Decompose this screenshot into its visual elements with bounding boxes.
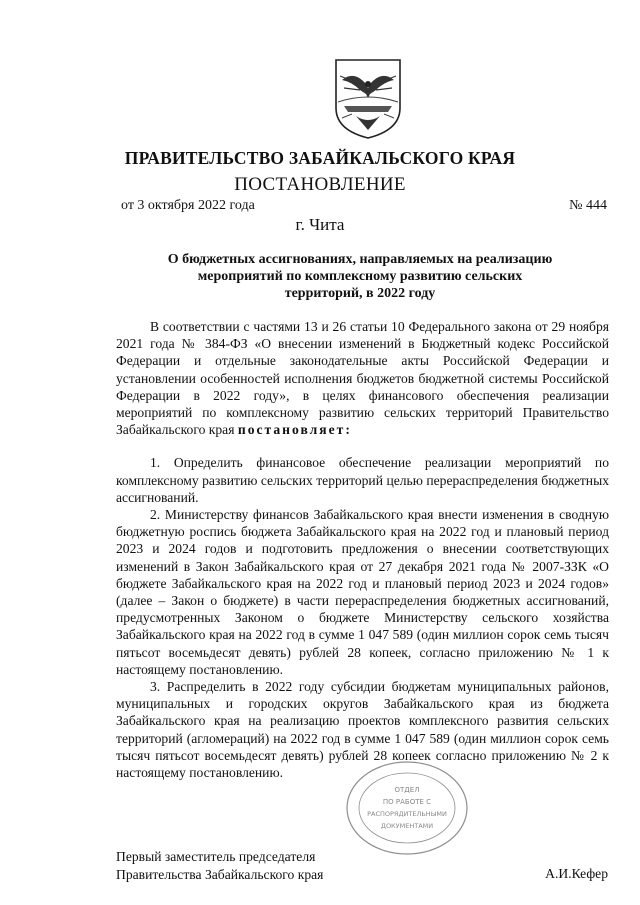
- title-line: О бюджетных ассигнованиях, направляемых на реализацию: [167, 252, 553, 267]
- title-line: территорий, в 2022 году: [284, 286, 436, 301]
- document-city: г. Чита: [295, 215, 345, 234]
- document-date: от 3 октября 2022 года: [121, 198, 255, 213]
- document-type: ПОСТАНОВЛЕНИЕ: [234, 174, 406, 195]
- signatory-name: А.И.Кефер: [545, 866, 608, 881]
- stamp-text: ДОКУМЕНТАМИ: [380, 822, 434, 830]
- stamp-text: РАСПОРЯДИТЕЛЬНЫМИ: [367, 810, 447, 818]
- position-line: Правительства Забайкальского края: [116, 867, 324, 882]
- item-paragraph: 3. Распределить в 2022 году субсидии бюджетам муниципальных районов, муниципальных и городских округов Забайкальского края из бюджета Забайкальского края на реализацию проектов комплексного развития сельских территорий (агломераций) на 2022 год в сумме 1 047 589 (один миллион сорок семь тысяч пятьсот восемьдесят девять) рублей 28 копеек согласно приложению № 2 к настоящему постановлению.: [116, 679, 609, 781]
- stamp-text: ПО РАБОТЕ С: [382, 798, 432, 806]
- stamp-text: ОТДЕЛ: [394, 786, 420, 794]
- preamble-text: В соответствии с частями 13 и 26 статьи 10 Федерального закона от 29 ноября 2021 года № 384-ФЗ «О внесении изменений в Бюджетный кодекс Российской Федерации и отдельные законодательные акты Российской Федерации и установлении особенностей исполнения бюджетов бюджетной системы Российской Федерации в 2022 году», в целях финансового обеспечения реализации мероприятий по комплексному развитию сельских территорий Правительство Забайкальского края: [116, 319, 609, 438]
- document-body: [116, 318, 609, 781]
- document-title: [140, 251, 580, 302]
- preamble-paragraph: [116, 318, 609, 438]
- signatory-position: [116, 848, 323, 884]
- document-number: № 444: [569, 198, 607, 213]
- coat-of-arms-icon: [332, 58, 404, 140]
- title-line: мероприятий по комплексному развитию сельских: [197, 269, 523, 284]
- office-stamp-icon: [342, 758, 472, 858]
- item-paragraph: 2. Министерству финансов Забайкальского края внести изменения в сводную бюджетную роспись бюджета Забайкальского края на 2022 год и плановый период 2023 и 2024 годов и подготовить предложения о внесении соответствующих изменений в Закон Забайкальского края от 27 декабря 2021 года № 2007-ЗЗК «О бюджете Забайкальского края на 2022 год и плановый период 2023 и 2024 годов» (далее – Закон о бюджете) в части перераспределения бюджетных ассигнований, предусмотренных Законом о бюджете Министерству сельского хозяйства Забайкальского края на 2022 год в сумме 1 047 589 (один миллион сорок семь тысяч пятьсот восемьдесят девять) рублей 28 копеек, согласно приложению № 1 к настоящему постановлению.: [116, 507, 609, 677]
- position-line: Первый заместитель председателя: [116, 849, 316, 864]
- government-name: ПРАВИТЕЛЬСТВО ЗАБАЙКАЛЬСКОГО КРАЯ: [124, 148, 516, 168]
- item-paragraph: 1. Определить финансовое обеспечение реализации мероприятий по комплексному развитию сельских территорий целью перераспределения бюджетных ассигнований.: [116, 455, 609, 505]
- resolves-word: постановляет:: [237, 422, 352, 438]
